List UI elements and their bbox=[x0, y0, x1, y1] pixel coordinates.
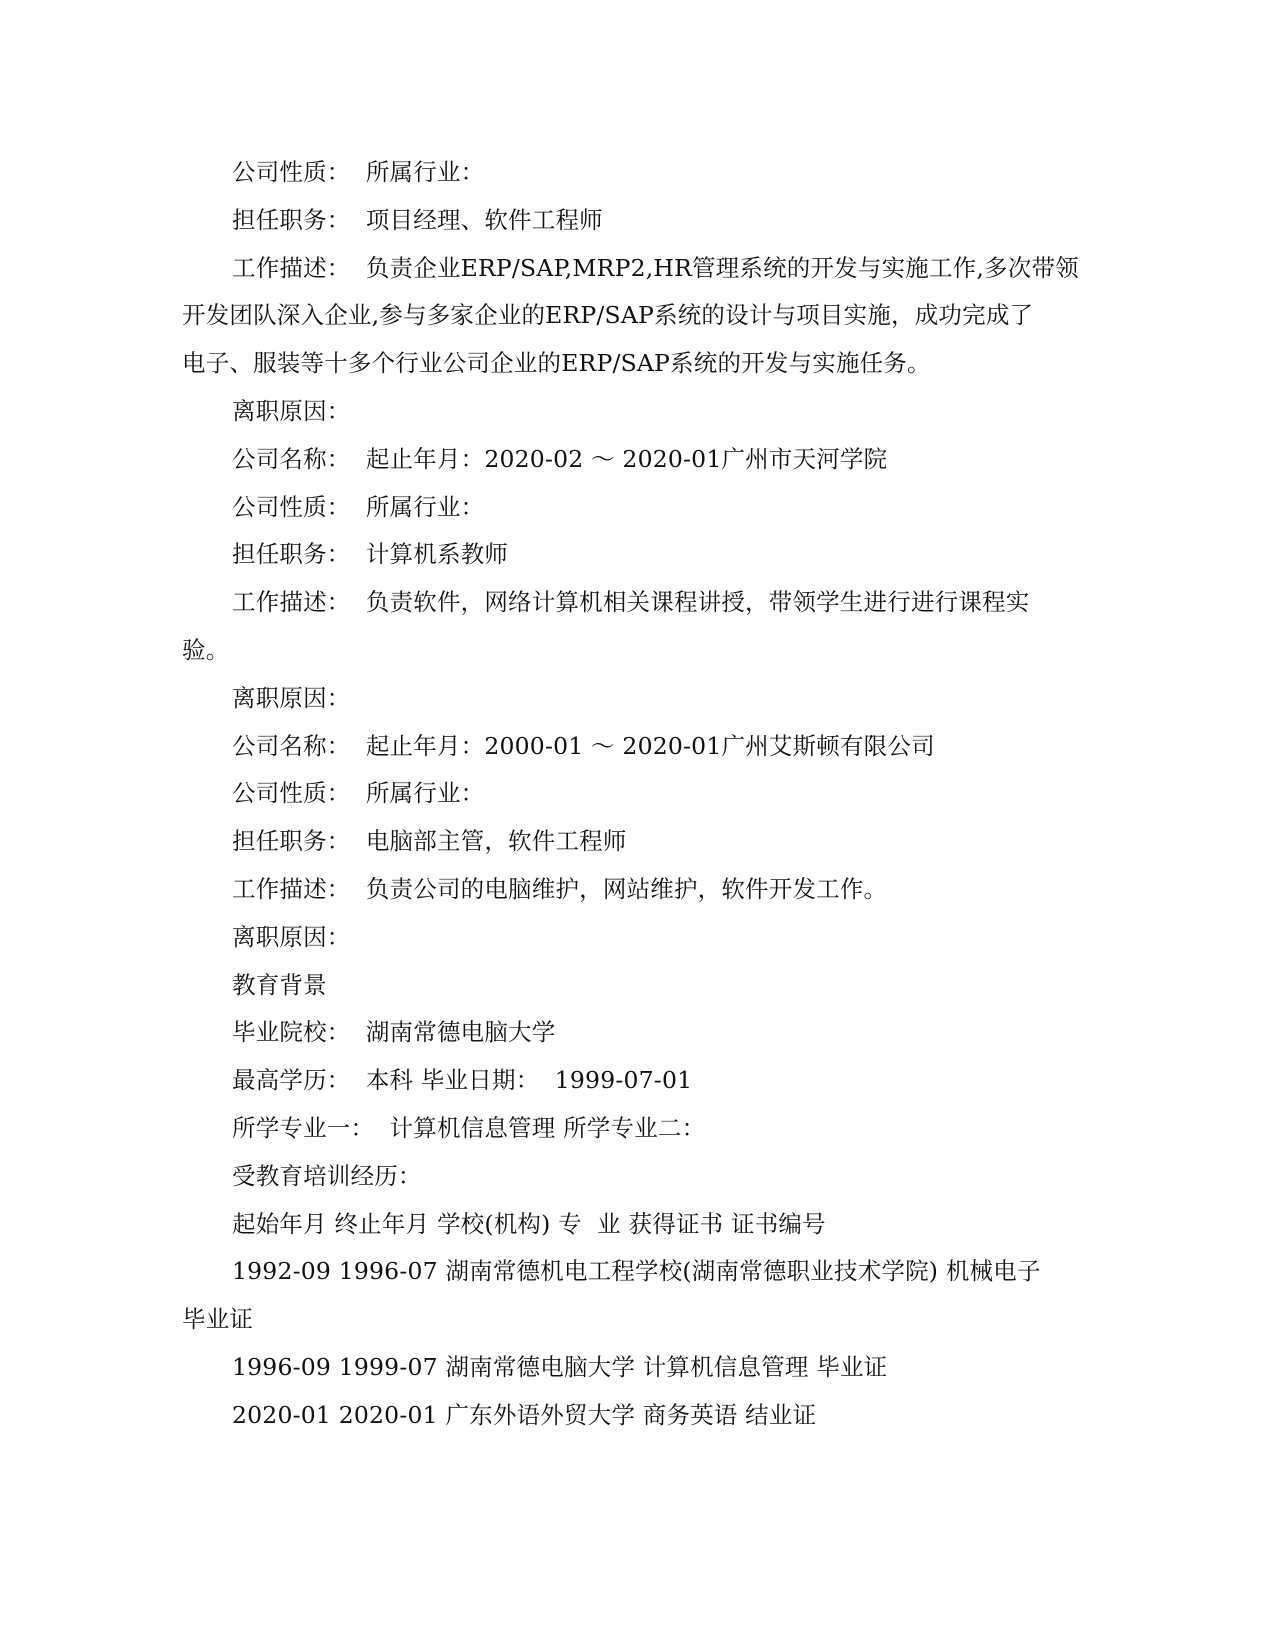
training-row: 1992-09 1996-07 湖南常德机电工程学校(湖南常德职业技术学院) 机械电子 bbox=[232, 1257, 1041, 1286]
training-row: 1996-09 1999-07 湖南常德电脑大学 计算机信息管理 毕业证 bbox=[232, 1352, 888, 1381]
text-line: 公司名称： 起止年月：2020-02 ～ 2020-01广州市天河学院 bbox=[232, 444, 888, 473]
section-heading-education: 教育背景 bbox=[232, 970, 327, 999]
text-line: 离职原因： bbox=[232, 683, 351, 712]
text-line: 电子、服装等十多个行业公司企业的ERP/SAP系统的开发与实施任务。 bbox=[182, 349, 931, 378]
text-line: 担任职务： 计算机系教师 bbox=[232, 540, 509, 569]
text-line: 担任职务： 电脑部主管，软件工程师 bbox=[232, 827, 627, 856]
text-line: 公司性质： 所属行业： bbox=[232, 158, 485, 186]
text-line: 受教育培训经历： bbox=[232, 1161, 422, 1190]
text-line: 担任职务： 项目经理、软件工程师 bbox=[232, 205, 603, 234]
text-line: 公司性质： 所属行业： bbox=[232, 492, 485, 521]
text-line: 毕业院校： 湖南常德电脑大学 bbox=[232, 1018, 556, 1047]
training-row-continuation: 毕业证 bbox=[182, 1305, 254, 1334]
text-line: 工作描述： 负责企业ERP/SAP,MRP2,HR管理系统的开发与实施工作,多次带领 bbox=[232, 253, 1079, 282]
training-row: 2020-01 2020-01 广东外语外贸大学 商务英语 结业证 bbox=[232, 1400, 817, 1429]
text-line: 工作描述： 负责公司的电脑维护，网站维护，软件开发工作。 bbox=[232, 874, 888, 903]
training-table-header: 起始年月 终止年月 学校(机构) 专 业 获得证书 证书编号 bbox=[232, 1209, 826, 1238]
text-line: 公司名称： 起止年月：2000-01 ～ 2020-01广州艾斯顿有限公司 bbox=[232, 731, 935, 760]
text-line: 开发团队深入企业,参与多家企业的ERP/SAP系统的设计与项目实施，成功完成了 bbox=[182, 301, 1034, 330]
text-line: 验。 bbox=[182, 635, 230, 664]
text-line: 离职原因： bbox=[232, 922, 351, 951]
text-line: 离职原因： bbox=[232, 396, 351, 425]
text-line: 工作描述： 负责软件，网络计算机相关课程讲授，带领学生进行进行课程实 bbox=[232, 588, 1030, 617]
text-line: 最高学历： 本科 毕业日期： 1999-07-01 bbox=[232, 1066, 693, 1095]
document-body bbox=[182, 154, 1082, 1445]
text-line: 所学专业一： 计算机信息管理 所学专业二： bbox=[232, 1113, 706, 1142]
text-line: 公司性质： 所属行业： bbox=[232, 779, 485, 808]
